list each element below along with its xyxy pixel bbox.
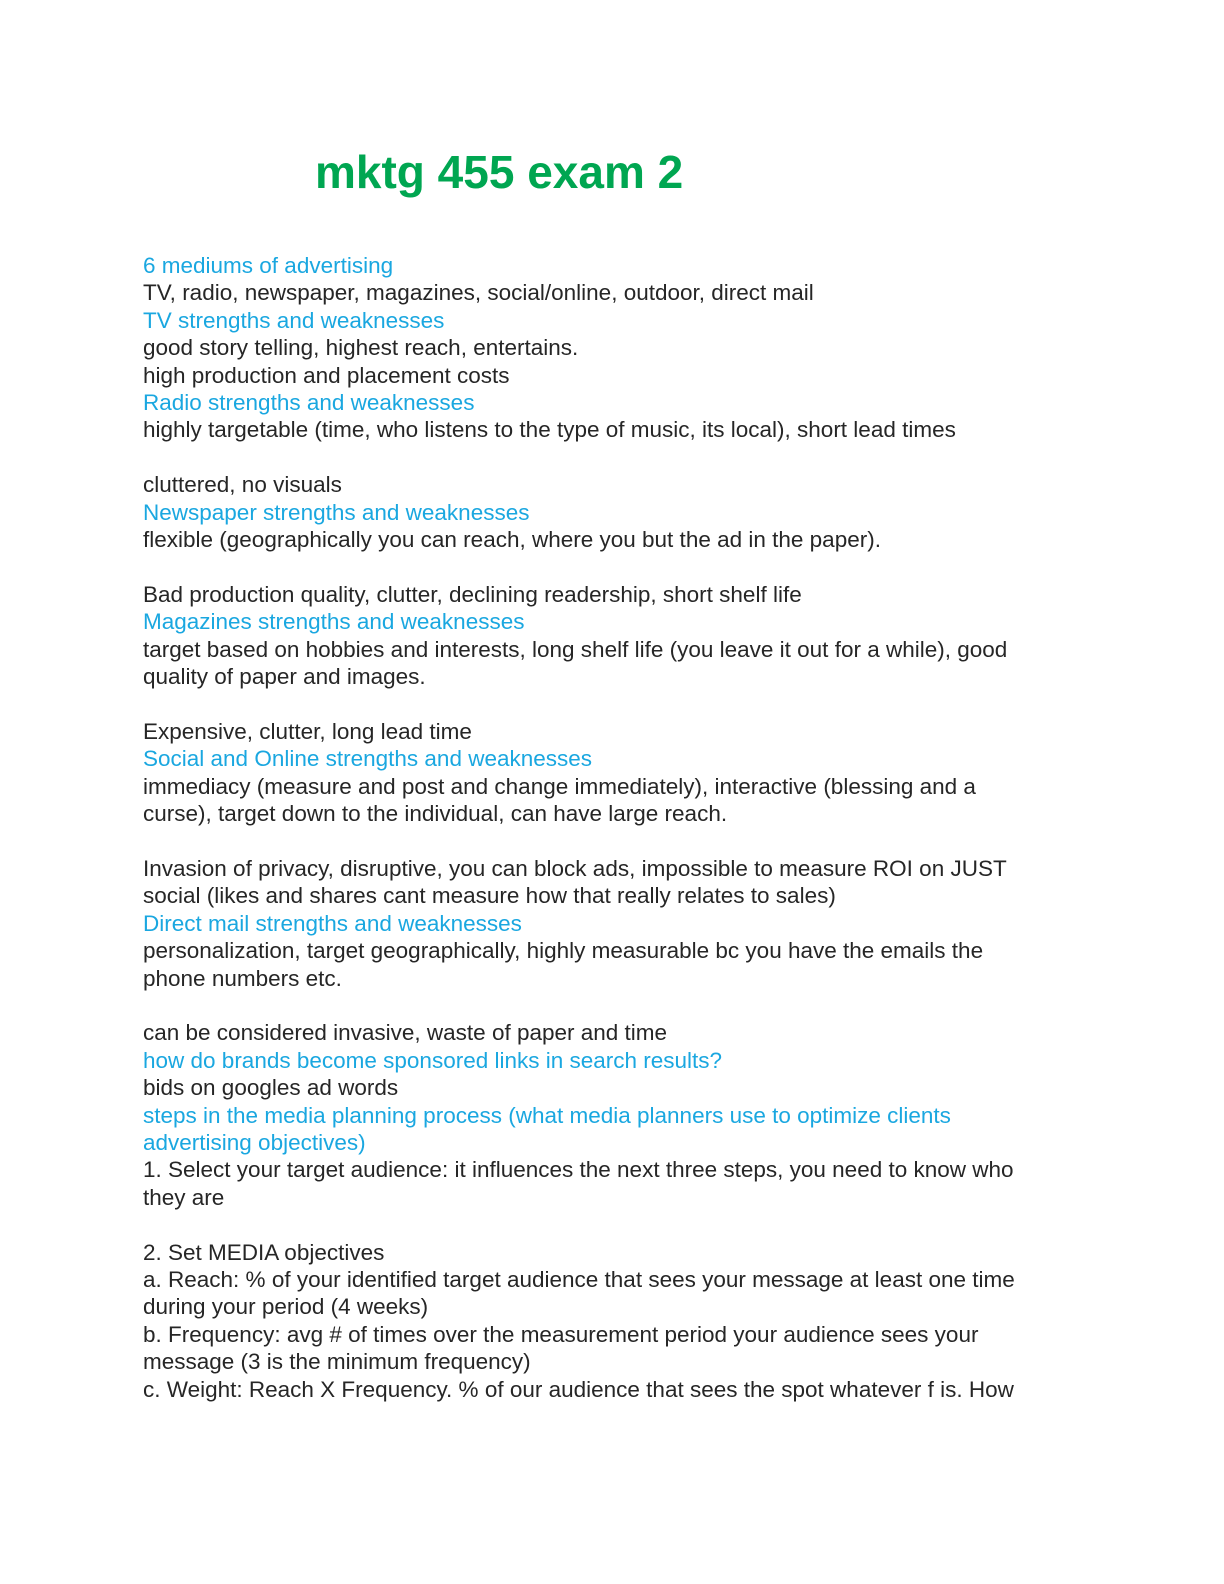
blank-line bbox=[143, 690, 1078, 717]
definition-line: message (3 is the minimum frequency) bbox=[143, 1349, 531, 1375]
definition-line: bids on googles ad words bbox=[143, 1075, 399, 1101]
flashcard-list bbox=[143, 252, 1078, 1403]
term-line: Radio strengths and weaknesses bbox=[143, 390, 475, 416]
definition-line: cluttered, no visuals bbox=[143, 472, 342, 498]
term-line: Direct mail strengths and weaknesses bbox=[143, 910, 522, 936]
blank-line bbox=[143, 553, 1078, 580]
definition-line: highly targetable (time, who listens to the type of music, its local), short lead times bbox=[143, 417, 956, 443]
definition-line: quality of paper and images. bbox=[143, 664, 426, 690]
page-title: mktg 455 exam 2 bbox=[315, 146, 684, 198]
term-line: how do brands become sponsored links in search results? bbox=[143, 1047, 723, 1073]
definition-line: flexible (geographically you can reach, where you but the ad in the paper). bbox=[143, 527, 881, 553]
blank-line bbox=[143, 1211, 1078, 1238]
term-line: 6 mediums of advertising bbox=[143, 253, 394, 278]
definition-line: social (likes and shares cant measure how that really relates to sales) bbox=[143, 883, 836, 909]
definition-line: high production and placement costs bbox=[143, 362, 510, 388]
definition-line: TV, radio, newspaper, magazines, social/online, outdoor, direct mail bbox=[143, 280, 814, 306]
definition-line: personalization, target geographically, highly measurable bc you have the emails the bbox=[143, 938, 984, 964]
blank-line bbox=[143, 444, 1078, 471]
definition-line: 2. Set MEDIA objectives bbox=[143, 1239, 385, 1265]
term-line: Magazines strengths and weaknesses bbox=[143, 609, 525, 635]
definition-line: can be considered invasive, waste of paper and time bbox=[143, 1020, 668, 1046]
definition-line: immediacy (measure and post and change immediately), interactive (blessing and a bbox=[143, 773, 976, 799]
definition-line: Bad production quality, clutter, declining readership, short shelf life bbox=[143, 581, 802, 607]
term-line: TV strengths and weaknesses bbox=[143, 307, 445, 333]
term-line: Newspaper strengths and weaknesses bbox=[143, 499, 530, 525]
definition-line: b. Frequency: avg # of times over the measurement period your audience sees your bbox=[143, 1321, 979, 1347]
definition-line: 1. Select your target audience: it influences the next three steps, you need to know who bbox=[143, 1157, 1014, 1183]
definition-line: curse), target down to the individual, can have large reach. bbox=[143, 801, 728, 827]
term-line: Social and Online strengths and weaknesses bbox=[143, 746, 593, 772]
blank-line bbox=[143, 827, 1078, 854]
definition-line: they are bbox=[143, 1184, 225, 1210]
definition-line: target based on hobbies and interests, long shelf life (you leave it out for a while), good bbox=[143, 636, 1008, 662]
definition-line: during your period (4 weeks) bbox=[143, 1294, 429, 1320]
definition-line: phone numbers etc. bbox=[143, 965, 342, 991]
definition-line: Invasion of privacy, disruptive, you can block ads, impossible to measure ROI on JUST bbox=[143, 855, 1007, 881]
definition-line: a. Reach: % of your identified target audience that sees your message at least one time bbox=[143, 1266, 1015, 1292]
term-line: advertising objectives) bbox=[143, 1129, 366, 1155]
definition-line: c. Weight: Reach X Frequency. % of our audience that sees the spot whatever f is. How bbox=[143, 1376, 1014, 1402]
blank-line bbox=[143, 992, 1078, 1019]
term-line: steps in the media planning process (what media planners use to optimize clients bbox=[143, 1102, 951, 1128]
definition-line: Expensive, clutter, long lead time bbox=[143, 718, 472, 744]
definition-line: good story telling, highest reach, entertains. bbox=[143, 335, 579, 361]
